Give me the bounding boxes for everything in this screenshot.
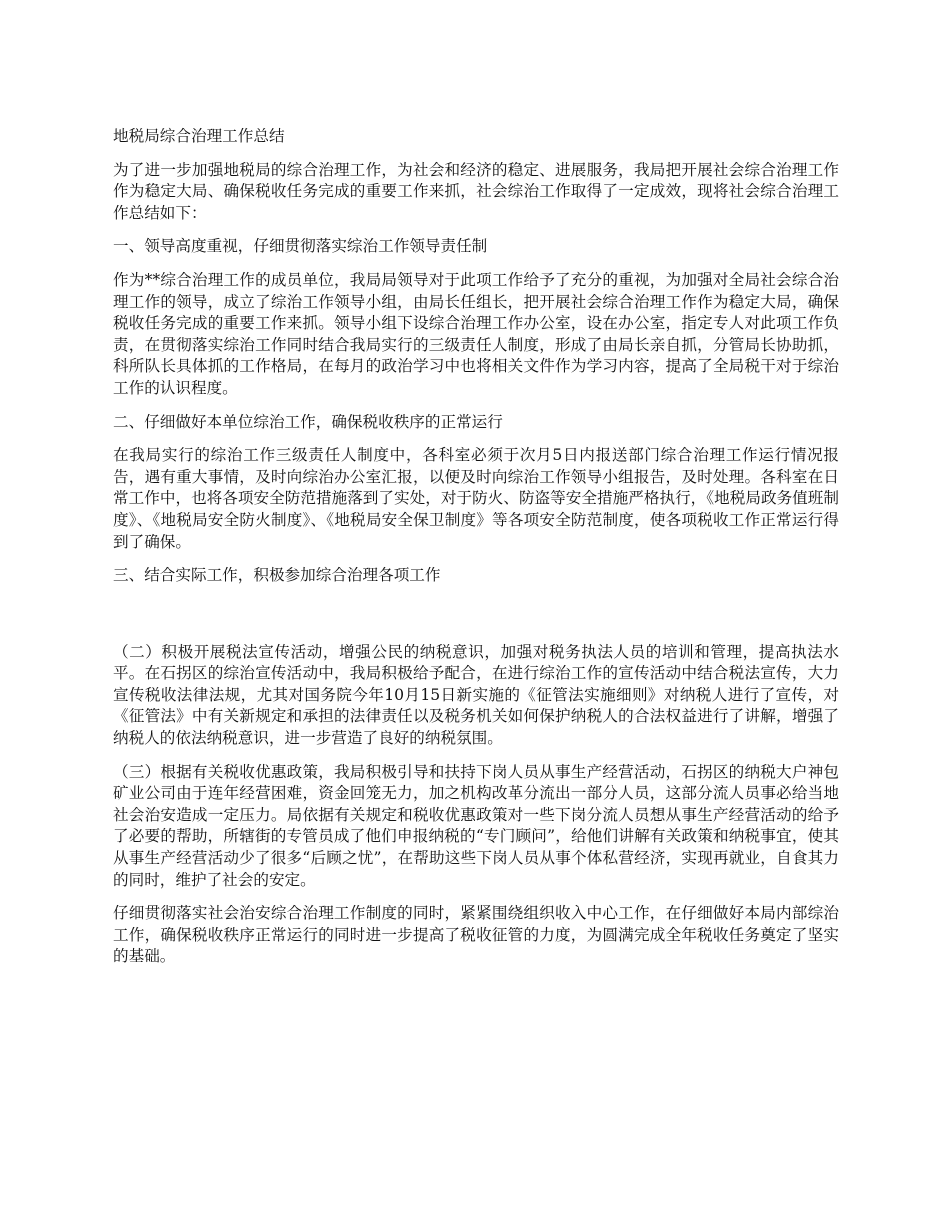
section-2-body: 在我局实行的综治工作三级责任人制度中，各科室必须于次月5日内报送部门综合治理工作运行情况报告，遇有重大事情，及时向综治办公室汇报，以便及时向综治工作领导小组报告，及时处理。各科室在日常工作中，也将各项安全防范措施落到了实处，对于防火、防盗等安全措施严格执行，《地税局政务值班制度》、《地税局安全防火制度》、《地税局安全保卫制度》等各项安全防范制度，使各项税收工作正常运行得到了确保。: [113, 446, 839, 551]
section-3-heading: 三、结合实际工作，积极参加综合治理各项工作: [113, 566, 441, 585]
section-1-heading: 一、领导高度重视，仔细贯彻落实综治工作领导责任制: [113, 237, 488, 256]
document-page: [113, 126, 839, 980]
item-3-paragraph: （三）根据有关税收优惠政策，我局积极引导和扶持下岗人员从事生产经营活动，石拐区的纳税大户神包矿业公司由于连年经营困难，资金回笼无力，加之机构改革分流出一部分人员，这部分流人员事必给当地社会治安造成一定压力。局依据有关规定和税收优惠政策对一些下岗分流人员想从事生产经营活动的给予了必要的帮助，所辖街的专管员成了他们申报纳税的“专门顾问”，给他们讲解有关政策和纳税事宜，使其从事生产经营活动少了很多“后顾之忧”，在帮助这些下岗人员从事个体私营经济，实现再就业，自食其力的同时，维护了社会的安定。: [113, 762, 839, 889]
document-title: 地税局综合治理工作总结: [113, 127, 285, 145]
item-2-paragraph: （二）积极开展税法宣传活动，增强公民的纳税意识，加强对税务执法人员的培训和管理，提高执法水平。在石拐区的综治宣传活动中，我局积极给予配合，在进行综治工作的宣传活动中结合税法宣传，大力宣传税收法律法规，尤其对国务院今年10月15日新实施的《征管法实施细则》对纳税人进行了宣传，对《征管法》中有关新规定和承担的法律责任以及税务机关如何保护纳税人的合法权益进行了讲解，增强了纳税人的依法纳税意识，进一步营造了良好的纳税氛围。: [113, 642, 839, 748]
conclusion-paragraph: 仔细贯彻落实社会治安综合治理工作制度的同时，紧紧围绕组织收入中心工作，在仔细做好本局内部综治工作，确保税收秩序正常运行的同时进一步提高了税收征管的力度，为圆满完成全年税收任务奠定了坚实的基础。: [113, 904, 839, 966]
section-2-heading: 二、仔细做好本单位综治工作，确保税收秩序的正常运行: [113, 412, 503, 431]
intro-paragraph: 为了进一步加强地税局的综合治理工作，为社会和经济的稳定、进展服务，我局把开展社会综合治理工作作为稳定大局、确保税收任务完成的重要工作来抓，社会综治工作取得了一定成效，现将社会综合治理工作总结如下：: [113, 160, 839, 222]
blank-gap: [113, 599, 839, 642]
section-1-body: 作为**综合治理工作的成员单位，我局局领导对于此项工作给予了充分的重视，为加强对全局社会综合治理工作的领导，成立了综治工作领导小组，由局长任组长，把开展社会综合治理工作作为稳定大局，确保税收任务完成的重要工作来抓。领导小组下设综合治理工作办公室，设在办公室，指定专人对此项工作负责，在贯彻落实综治工作同时结合我局实行的三级责任人制度，形成了由局长亲自抓，分管局长协助抓，科所队长具体抓的工作格局，在每月的政治学习中也将相关文件作为学习内容，提高了全局税干对于综治工作的认识程度。: [113, 270, 839, 397]
